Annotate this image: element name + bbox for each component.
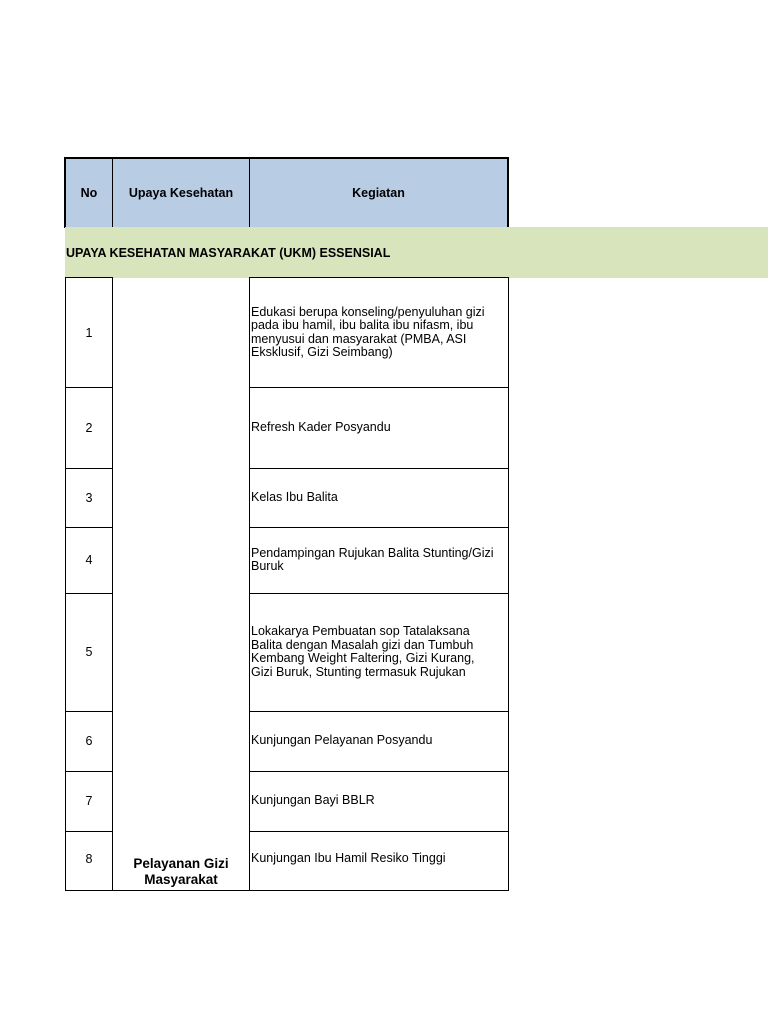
section-title (65, 227, 768, 278)
row-no-cell (65, 468, 113, 528)
row-kegiatan-cell (249, 468, 509, 528)
header-upaya-label: Upaya Kesehatan (128, 186, 234, 200)
row-kegiatan-cell (249, 831, 509, 891)
row-no-cell (65, 277, 113, 388)
row-no: 3 (85, 490, 93, 505)
row-kegiatan-cell (249, 771, 509, 832)
row-kegiatan-cell (249, 387, 509, 469)
row-kegiatan: Kunjungan Bayi BBLR (251, 793, 375, 808)
row-no: 1 (85, 325, 93, 340)
row-no-cell (65, 771, 113, 832)
row-no: 8 (85, 852, 93, 866)
row-kegiatan-cell (249, 277, 509, 388)
header-no-label: No (80, 186, 98, 200)
row-kegiatan-cell (249, 711, 509, 772)
section-title-label: UPAYA KESEHATAN MASYARAKAT (UKM) ESSENSIAL (66, 245, 391, 260)
row-no: 5 (85, 645, 93, 659)
row-kegiatan: Kunjungan Ibu Hamil Resiko Tinggi (251, 851, 446, 865)
row-no: 2 (85, 420, 93, 435)
upaya-value: Pelayanan Gizi Masyarakat (133, 856, 229, 887)
row-no-cell (65, 711, 113, 772)
row-kegiatan: Pendampingan Rujukan Balita Stunting/Gizi Buruk (251, 545, 494, 573)
row-no: 7 (85, 794, 93, 808)
row-no: 4 (85, 553, 93, 567)
row-no-cell (65, 387, 113, 469)
upaya-merged-cell (112, 278, 250, 891)
row-kegiatan-cell (249, 593, 509, 712)
row-kegiatan-cell (249, 527, 509, 594)
row-kegiatan: Refresh Kader Posyandu (251, 419, 391, 434)
row-kegiatan: Lokakarya Pembuatan sop Tatalaksana Balita dengan Masalah gizi dan Tumbuh Kembang Weight Faltering, Gizi Kurang, Gizi Buruk, Stunting termasuk Rujukan (251, 624, 475, 679)
header-no (64, 157, 113, 228)
row-kegiatan: Kelas Ibu Balita (251, 489, 338, 504)
header-kegiatan-label: Kegiatan (352, 186, 405, 200)
row-kegiatan: Edukasi berupa konseling/penyuluhan gizi pada ibu hamil, ibu balita ibu nifasm, ibu menyusui dan masyarakat (PMBA, ASI Eksklusif, Gizi Seimbang) (251, 304, 485, 359)
row-no-cell (65, 527, 113, 594)
header-kegiatan (249, 157, 509, 228)
row-no: 6 (85, 734, 93, 748)
row-no-cell (65, 831, 113, 891)
row-no-cell (65, 593, 113, 712)
row-kegiatan: Kunjungan Pelayanan Posyandu (251, 733, 433, 748)
header-upaya (112, 157, 250, 228)
